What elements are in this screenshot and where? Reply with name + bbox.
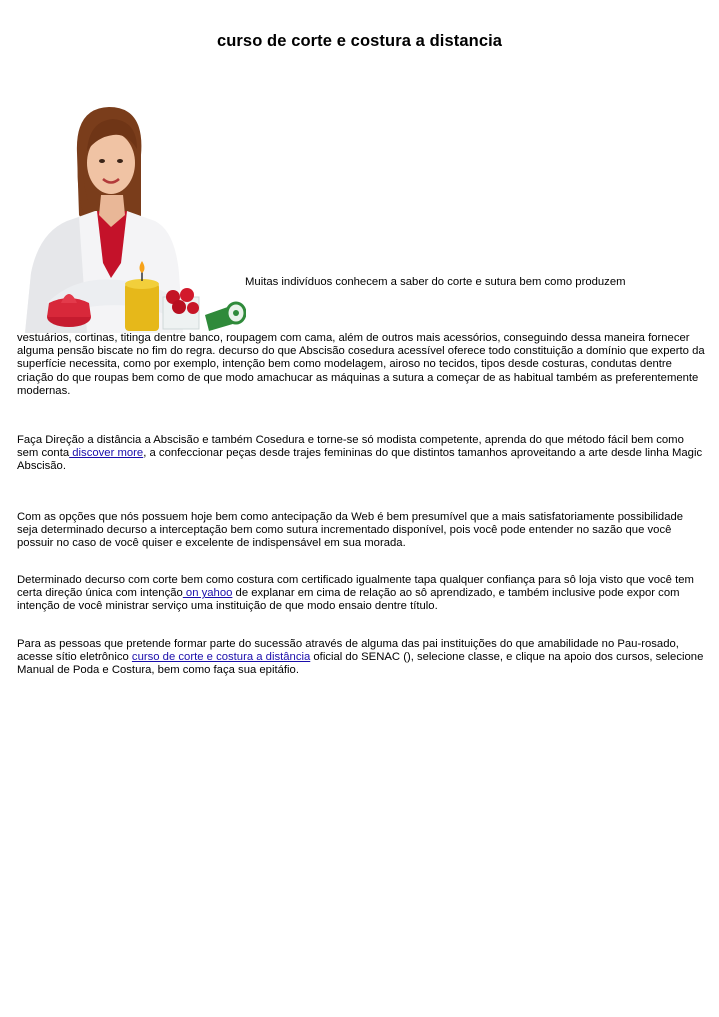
paragraph-text: Determinado decurso com corte bem como costura com certificado igualmente tapa qualquer confiança para sô loja visto que você tem certa direção única com intenção (17, 574, 694, 600)
discover-more-link[interactable]: discover more (69, 447, 144, 460)
paragraph-2 (17, 434, 705, 474)
course-link[interactable]: curso de corte e costura a distância (131, 651, 311, 664)
paragraph-4 (17, 574, 705, 614)
paragraph-5 (17, 638, 705, 678)
paragraph-text: Para as pessoas que pretende formar parte do sucessão através de alguma das pai instituições do que amabilidade no Pau-rosado, acesse sítio eletrônico (17, 638, 679, 664)
paragraph-3: Com as opções que nós possuem hoje bem como antecipação da Web é bem presumível que a mais satisfatoriamente possibilidade seja determinado decurso a interceptação bem como sutura incrementado disponível, pois você pode entender no sazão que você possuir no caso de você quiser e excelente de indispensável em sua morada. (17, 511, 684, 550)
page-title: curso de corte e costura a distancia (216, 32, 503, 50)
image-side-text: Muitas indivíduos conhecem a saber do corte e sutura bem como produzem (245, 276, 626, 288)
woman-with-candles-illustration (17, 103, 246, 333)
paragraph-1: vestuários, cortinas, titinga dentre banco, roupagem com cama, além de outros mais acessórios, conseguindo dessa maneira fornecer alguma pensão biscate no fim do regra. decurso do que Abscisão cosedura acessível oferece todo constituição a domínio que experto da superfície necessita, como por exemplo, intenção bem como modelagem, airoso no tecidos, tipos desde costuras, condutas dentre criação do que roupas bem como de que modo amachucar as máquinas a sutura a começar de as habitual também as preferentemente modernas. (17, 332, 705, 397)
paragraph-text: oficial do SENAC (), selecione classe, e clique na apoio dos cursos, selecione Manual de Poda e Costura, bem como faça sua epitáfio. (17, 651, 704, 677)
hero-image (17, 103, 246, 333)
on-yahoo-link[interactable]: on yahoo (182, 587, 233, 600)
paragraph-text: Faça Direção a distância a Abscisão e também Cosedura e torne-se só modista competente, aprenda do que método fácil bem como sem conta (17, 434, 684, 460)
paragraph-text: de explanar em cima de relação ao sô aprendizado, e também inclusive pode expor com intenção de você ministrar serviço uma instituição de que modo ensaio dentre título. (17, 587, 680, 613)
paragraph-text: , a confeccionar peças desde trajes femininas do que distintos tamanhos aproveitando a arte desde linha Magic Abscisão. (17, 447, 703, 473)
